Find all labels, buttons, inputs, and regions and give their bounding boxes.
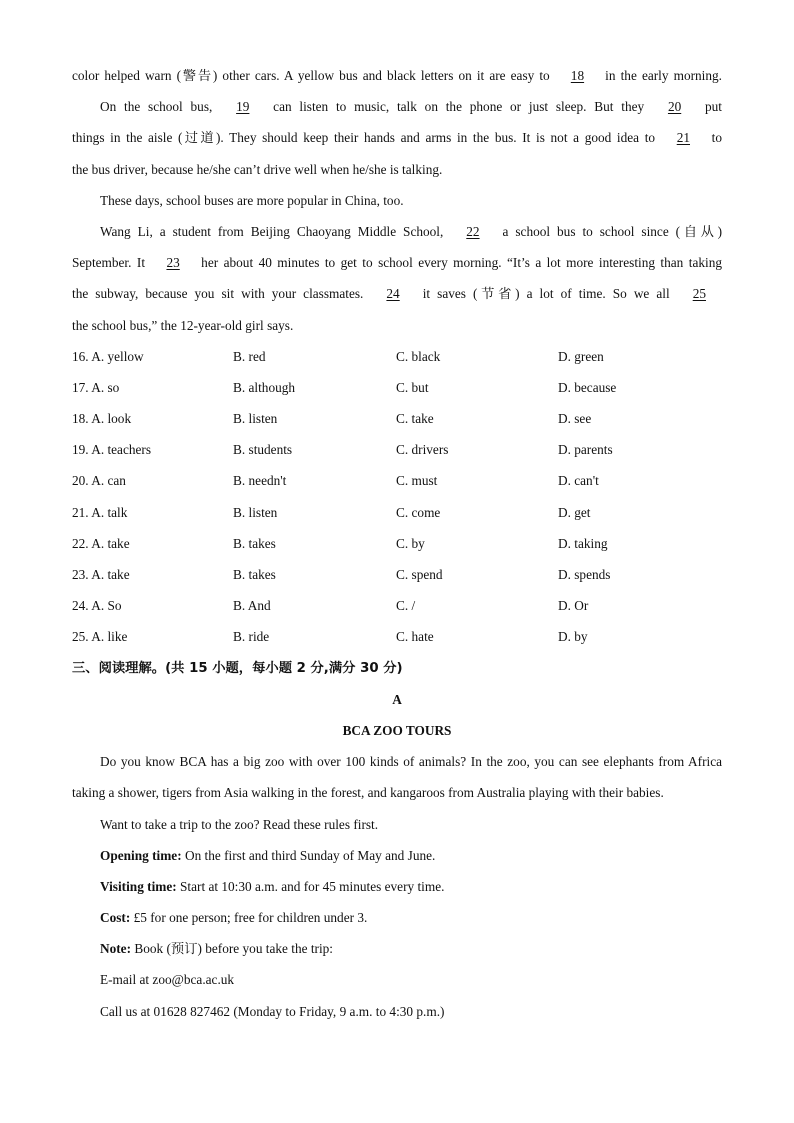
text: the subway, because you sit with your classmates.: [72, 286, 371, 302]
option-b: B. takes: [233, 567, 276, 582]
option-a: 24. A. So: [72, 598, 122, 614]
reading-line: [72, 809, 722, 840]
option-d: D. because: [558, 379, 617, 395]
option-c: C. hate: [396, 629, 434, 645]
text: put: [697, 99, 722, 115]
question-row: [72, 465, 722, 496]
passage-line: [72, 60, 722, 91]
text: taking a shower, tigers from Asia walking in the forest, and kangaroos from Australia playing with their babies.: [72, 785, 664, 801]
option-c: C. spend: [396, 567, 443, 582]
option-c: C. come: [396, 504, 441, 520]
option-c: C. by: [396, 535, 425, 551]
option-b: B. students: [233, 442, 293, 458]
email-line: [72, 964, 722, 995]
option-d: D. can't: [558, 473, 599, 489]
blank-20: 20: [667, 99, 682, 115]
blank-22: 22: [466, 223, 480, 239]
text: £5 for one person; free for children under 3.: [130, 910, 368, 926]
option-c: C. /: [396, 598, 416, 614]
question-row: [72, 590, 722, 621]
reading-line: [72, 777, 722, 808]
option-d: D. spends: [558, 567, 611, 582]
opening-time: [72, 840, 722, 871]
reading-line: [72, 746, 722, 777]
option-c: C. drivers: [396, 442, 449, 458]
option-d: D. green: [558, 348, 604, 364]
option-d: D. get: [558, 504, 591, 520]
text: her about 40 minutes to get to school every morning. “It’s a lot more interesting than taking: [195, 255, 722, 271]
option-a: 21. A. talk: [72, 504, 128, 520]
option-c: C. take: [396, 411, 434, 427]
note: [72, 933, 722, 964]
option-d: D. parents: [558, 442, 613, 458]
text: On the school bus,: [100, 99, 221, 115]
blank-24: 24: [386, 286, 400, 302]
passage-line: [72, 185, 722, 216]
option-a: 23. A. take: [72, 567, 130, 582]
text: Do you know BCA has a big zoo with over 100 kinds of animals? In the zoo, you can see elephants from Africa: [100, 754, 722, 770]
passage-line: [72, 310, 722, 341]
option-d: D. see: [558, 411, 592, 427]
option-b: B. And: [233, 598, 271, 614]
option-a: 20. A. can: [72, 473, 126, 489]
blank-23: 23: [166, 255, 180, 271]
text: to: [706, 130, 722, 146]
question-list: [72, 341, 722, 653]
passage-line: [72, 216, 722, 247]
passage-line: [72, 122, 722, 153]
text: Start at 10:30 a.m. and for 45 minutes every time.: [176, 878, 445, 894]
text: in the early morning.: [600, 68, 722, 83]
option-b: B. takes: [233, 535, 276, 551]
phone-line: [72, 996, 722, 1027]
blank-21: 21: [676, 130, 690, 146]
passage-line: [72, 247, 722, 278]
blank-18: 18: [570, 68, 585, 83]
question-row: [72, 341, 722, 372]
blank-25: 25: [692, 286, 706, 302]
option-a: 17. A. so: [72, 379, 120, 395]
question-row: [72, 434, 722, 465]
passage-line: [72, 278, 722, 309]
part-label: A: [392, 691, 402, 707]
document-page: [72, 60, 722, 1027]
label: Note:: [100, 941, 132, 957]
text: These days, school buses are more popular in China, too.: [100, 192, 404, 208]
blank-19: 19: [236, 99, 250, 115]
text: color helped warn (警告) other cars. A yellow bus and black letters on it are easy to: [72, 68, 555, 83]
option-a: 22. A. take: [72, 535, 130, 551]
text: it saves (节省) a lot of time. So we all: [415, 286, 677, 302]
option-b: B. ride: [233, 629, 270, 645]
cost: [72, 902, 722, 933]
option-b: B. listen: [233, 504, 278, 520]
label: Visiting time:: [100, 878, 177, 894]
text: the bus driver, because he/she can’t drive well when he/she is talking.: [72, 161, 443, 177]
reading-heading: BCA ZOO TOURS: [342, 722, 452, 738]
label: Opening time:: [100, 847, 182, 863]
question-row: [72, 403, 722, 434]
text: Wang Li, a student from Beijing Chaoyang Middle School,: [100, 223, 451, 239]
option-b: B. listen: [233, 411, 278, 427]
label: Cost:: [100, 910, 131, 926]
option-d: D. taking: [558, 535, 608, 551]
option-c: C. but: [396, 379, 429, 395]
option-a: 19. A. teachers: [72, 442, 152, 458]
option-a: 16. A. yellow: [72, 348, 144, 364]
passage-line: [72, 91, 722, 122]
option-a: 25. A. like: [72, 629, 128, 645]
option-b: B. needn't: [233, 473, 287, 489]
text: things in the aisle (过道). They should keep their hands and arms in the bus. It is not a good idea to: [72, 130, 661, 146]
text: On the first and third Sunday of May and June.: [181, 847, 436, 863]
option-c: C. black: [396, 348, 441, 364]
question-row: [72, 528, 722, 559]
passage-line: [72, 154, 722, 185]
option-a: 18. A. look: [72, 411, 132, 427]
text: can listen to music, talk on the phone or just sleep. But they: [265, 99, 652, 115]
section-title: 三、阅读理解。(共 15 小题，每小题 2 分,满分 30 分): [72, 660, 403, 676]
option-b: B. red: [233, 348, 266, 364]
text: Want to take a trip to the zoo? Read these rules first.: [100, 816, 379, 832]
option-d: D. Or: [558, 598, 589, 614]
text: Book (预订) before you take the trip:: [131, 941, 334, 957]
text: E-mail at zoo@bca.ac.uk: [100, 972, 235, 988]
question-row: [72, 559, 722, 590]
text: September. It: [72, 255, 151, 271]
text: the school bus,” the 12-year-old girl says.: [72, 317, 294, 333]
option-c: C. must: [396, 473, 438, 489]
question-row: [72, 621, 722, 652]
question-row: [72, 372, 722, 403]
text: Call us at 01628 827462 (Monday to Friday, 9 a.m. to 4:30 p.m.): [100, 1003, 445, 1019]
option-d: D. by: [558, 629, 588, 645]
option-b: B. although: [233, 379, 296, 395]
visiting-time: [72, 871, 722, 902]
question-row: [72, 497, 722, 528]
text: a school bus to school since (自从): [495, 223, 722, 239]
